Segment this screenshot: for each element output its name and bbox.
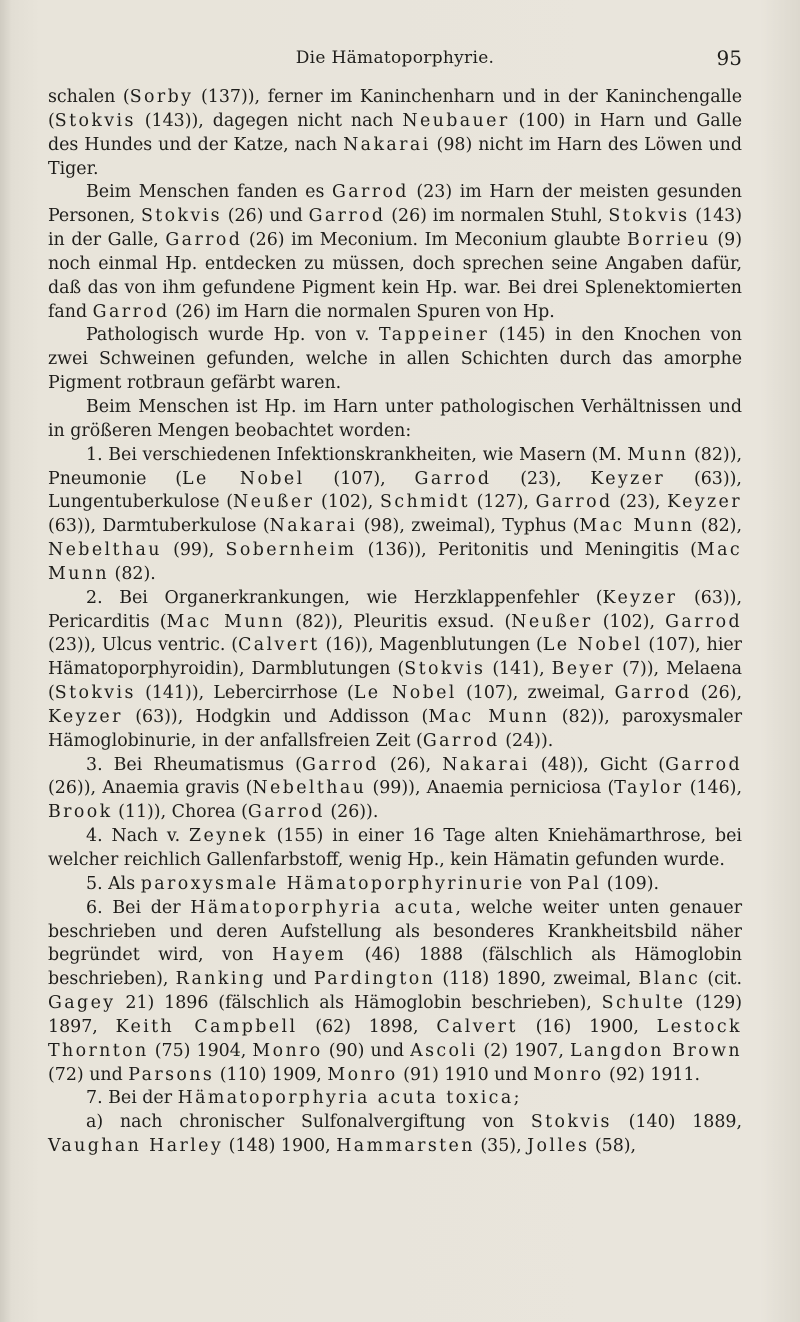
author-name: Monro: [327, 1064, 398, 1085]
author-name: Keyzer: [667, 492, 742, 513]
author-name: Neußer: [511, 611, 593, 632]
author-name: Zeynek: [189, 826, 268, 847]
author-name: Hayem: [272, 945, 347, 966]
author-name: Vaughan Harley: [48, 1136, 224, 1157]
author-name: Sorby: [129, 87, 194, 107]
author-name: Jolles: [527, 1136, 590, 1157]
author-name: Le Nobel: [353, 683, 457, 704]
author-name: Hammarsten: [336, 1136, 475, 1157]
author-name: Tappeiner: [379, 325, 490, 346]
list-item-2-organ-diseases: 2. Bei Organerkrankungen, wie Herzklappenfehler (Keyzer (63)), Pericarditis (Mac Munn (82)), Pleuritis exsud. (Neußer (102), Garrod (23)), Ulcus ventric. (Calvert (16)), Magenblutungen (Le Nobel (107), hier Hämatoporphyroidin), Darmblutungen (Stokvis (141), Beyer (7)), Melaena (Stokvis (141)), Lebercirrhose (Le Nobel (107), zweimal, Garrod (26), Keyzer (63)), Hodgkin und Addisson (Mac Munn (82)), paroxysmaler Hämoglobinurie, in der anfallsfreien Zeit (Garrod (24)).: [48, 587, 743, 751]
author-name: Parsons: [128, 1064, 215, 1085]
list-item-3-rheumatism: 3. Bei Rheumatismus (Garrod (26), Nakarai (48)), Gicht (Garrod (26)), Anaemia gravis (Nebelthau (99)), Anaemia perniciosa (Taylor (146), Brook (11)), Chorea (Garrod (26)).: [48, 754, 742, 823]
author-name: Garrod: [535, 492, 613, 513]
author-name: Calvert: [436, 1016, 518, 1037]
author-name: Monro: [533, 1064, 604, 1085]
author-name: paroxysmale Hämatoporphyrinurie: [140, 873, 525, 894]
author-name: Schulte: [601, 993, 686, 1014]
author-name: Stokvis: [54, 110, 136, 131]
author-name: Calvert: [238, 635, 320, 656]
author-name: Brook: [48, 802, 113, 823]
author-name: Mac Munn: [428, 706, 550, 727]
author-name: Ranking: [175, 969, 266, 990]
author-name: Nakarai: [343, 134, 431, 155]
author-name: Nakarai: [442, 754, 530, 775]
author-name: Stokvis: [54, 683, 136, 704]
author-name: Le Nobel: [182, 468, 305, 489]
author-name: Neußer: [232, 492, 315, 513]
author-name: Keyzer: [602, 587, 678, 608]
author-name: Langdon Brown: [569, 1040, 742, 1061]
author-name: Pardington: [313, 969, 436, 990]
author-name: Borrieu: [627, 230, 711, 251]
author-name: Mac Munn: [166, 611, 286, 632]
paragraph-intro-continued: schalen (Sorby (137)), ferner im Kaninchenharn und in der Kaninchengalle (Stokvis (143)), dagegen nicht nach Neubauer (100) in Harn und Galle des Hundes und der Katze, nach Nakarai (98) nicht im Harn des Löwen und Tiger.: [48, 87, 743, 179]
author-name: Stokvis: [140, 206, 222, 227]
author-name: Gagey: [48, 993, 116, 1014]
author-name: Lestock Thornton: [48, 1016, 742, 1061]
author-name: Garrod: [165, 230, 243, 251]
list-item-5-paroxysmal: 5. Als paroxysmale Hämatoporphyrinurie von Pal (109).: [86, 873, 660, 894]
author-name: Garrod: [331, 182, 409, 203]
paragraph-pathological-animals: Pathologisch wurde Hp. von v. Tappeiner (145) in den Knochen von zwei Schweinen gefunden, welche in allen Schichten durch das amorphe Pigment rotbraun gefärbt waren.: [48, 325, 742, 394]
page-number: 95: [716, 46, 742, 70]
list-item-4-zeynek: 4. Nach v. Zeynek (155) in einer 16 Tage alten Kniehämarthrose, bei welcher reichlich Gallenfarbstoff, wenig Hp., kein Hämatin gefunden wurde.: [48, 826, 742, 870]
author-name: Garrod: [92, 301, 170, 322]
author-name: Hämatoporphyria acuta toxica: [177, 1088, 514, 1109]
author-name: Sobernheim: [225, 540, 357, 561]
author-name: Nebelthau: [252, 778, 367, 799]
author-name: Garrod: [414, 468, 492, 489]
paragraph-human-normal: Beim Menschen fanden es Garrod (23) im Harn der meisten gesunden Personen, Stokvis (26) und Garrod (26) im normalen Stuhl, Stokvis (143) in der Galle, Garrod (26) im Meconium. Im Meconium glaubte Borrieu (9) noch einmal Hp. entdecken zu müssen, doch sprechen seine Angaben dafür, daß das von ihm gefundene Pigment kein Hp. war. Bei drei Splenektomierten fand Garrod (26) im Harn die normalen Spuren von Hp.: [48, 182, 743, 322]
author-name: Beyer: [551, 659, 616, 680]
author-name: Schmidt: [380, 492, 470, 513]
author-name: Mac Munn: [579, 516, 695, 537]
author-name: Garrod: [422, 730, 500, 751]
author-name: Neubauer: [402, 110, 510, 131]
author-name: Monro: [252, 1040, 323, 1061]
paragraph-human-pathological: Beim Menschen ist Hp. im Harn unter pathologischen Verhältnissen und in größeren Mengen beobachtet worden:: [48, 396, 742, 441]
page-header: [48, 42, 742, 76]
author-name: Ascoli: [410, 1040, 478, 1061]
author-name: Nakarai: [269, 516, 358, 537]
author-name: Stokvis: [530, 1112, 612, 1133]
author-name: Garrod: [665, 754, 742, 775]
author-name: Garrod: [301, 754, 379, 775]
author-name: Blanc: [638, 969, 701, 990]
author-name: Munn: [627, 444, 689, 465]
list-item-1-infections: 1. Bei verschiedenen Infektionskrankheiten, wie Masern (M. Munn (82)), Pneumonie (Le Nobel (107), Garrod (23), Keyzer (63)), Lungentuberkulose (Neußer (102), Schmidt (127), Garrod (23), Keyzer (63)), Darmtuberkulose (Nakarai (98), zweimal), Typhus (Mac Munn (82), Nebelthau (99), Sobernheim (136)), Peritonitis und Meningitis (Mac Munn (82).: [48, 444, 743, 584]
author-name: Mac Munn: [48, 540, 742, 584]
body-text: [48, 86, 742, 1159]
author-name: Stokvis: [608, 206, 690, 227]
list-item-6-acuta: 6. Bei der Hämatoporphyria acuta, welche weiter unten genauer beschrieben und deren Aufstellung als besonderes Krankheitsbild näher begründet wird, von Hayem (46) 1888 (fälschlich als Hämoglobin beschrieben), Ranking und Pardington (118) 1890, zweimal, Blanc (cit. Gagey 21) 1896 (fälschlich als Hämoglobin beschrieben), Schulte (129) 1897, Keith Campbell (62) 1898, Calvert (16) 1900, Lestock Thornton (75) 1904, Monro (90) und Ascoli (2) 1907, Langdon Brown (72) und Parsons (110) 1909, Monro (91) 1910 und Monro (92) 1911.: [48, 897, 743, 1085]
author-name: Le Nobel: [542, 635, 643, 656]
author-name: Pal: [567, 873, 602, 894]
author-name: Nebelthau: [48, 540, 162, 561]
author-name: Keyzer: [48, 706, 123, 727]
author-name: Garrod: [665, 611, 742, 632]
author-name: Keith Campbell: [115, 1016, 298, 1037]
author-name: Garrod: [614, 683, 692, 704]
running-title: Die Hämatoporphyrie.: [295, 48, 495, 68]
author-name: Hämatoporphyria acuta: [190, 897, 456, 918]
author-name: Taylor: [614, 778, 684, 799]
author-name: Keyzer: [590, 468, 666, 489]
list-item-7-acuta-toxica: 7. Bei der Hämatoporphyria acuta toxica;: [86, 1088, 520, 1109]
list-item-7a-sulfonal: a) nach chronischer Sulfonalvergiftung von Stokvis (140) 1889, Vaughan Harley (148) 1900, Hammarsten (35), Jolles (58),: [48, 1112, 742, 1157]
author-name: Garrod: [247, 802, 325, 823]
author-name: Stokvis: [404, 659, 486, 680]
author-name: Garrod: [308, 206, 386, 227]
